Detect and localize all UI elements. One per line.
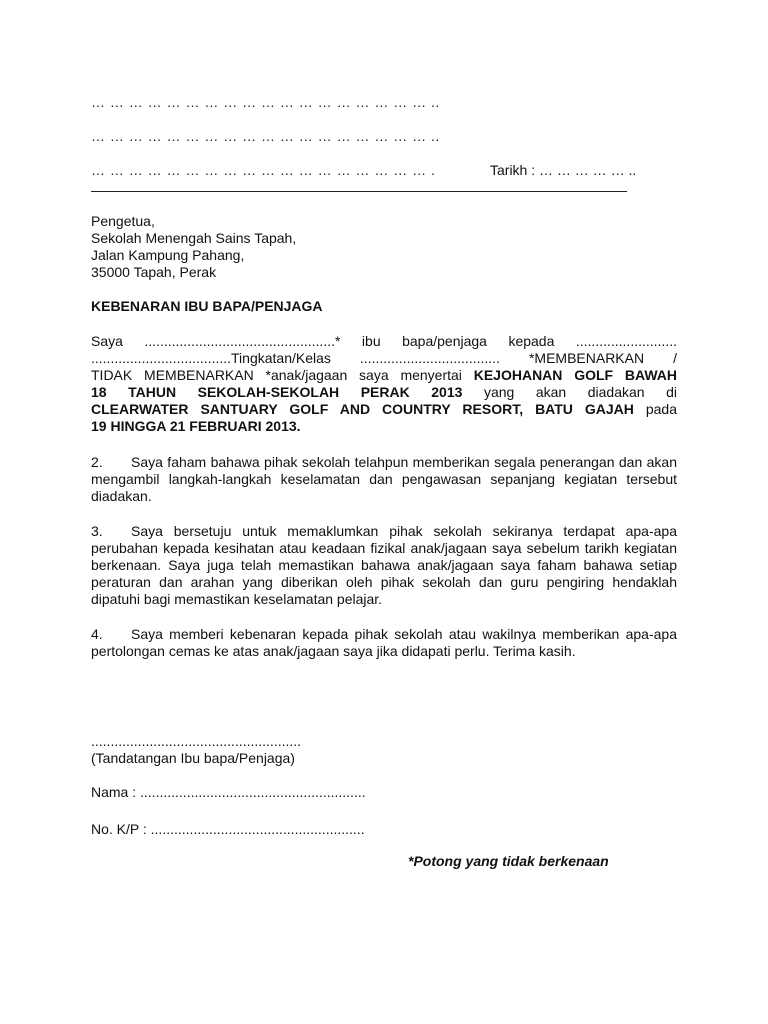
sender-address-line: … … … … … … … … … … … … … … … … … … ..: [91, 128, 440, 144]
date-field: Tarikh : … … … … … ..: [490, 162, 637, 178]
para1-line3: TIDAK MEMBENARKAN *anak/jagaan saya menyertai KEJOHANAN GOLF BAWAH: [91, 367, 677, 383]
ic-number-field: No. K/P : .......................................................: [91, 821, 365, 837]
para4-number: 4.: [91, 626, 103, 642]
para2-number: 2.: [91, 454, 103, 470]
para1-line5: CLEARWATER SANTUARY GOLF AND COUNTRY RESORT, BATU GAJAH pada: [91, 401, 677, 417]
para1-line6: 19 HINGGA 21 FEBRUARI 2013.: [91, 418, 301, 434]
para3-number: 3.: [91, 523, 103, 539]
para1-line2: ....................................Tingkatan/Kelas .................................... *MEMBENARKAN /: [91, 350, 677, 366]
recipient-line-2: Sekolah Menengah Sains Tapah,: [91, 230, 297, 246]
paragraph-4: [91, 626, 677, 660]
paragraph-2: [91, 454, 677, 505]
sender-name-line: … … … … … … … … … … … … … … … … … … ..: [91, 94, 440, 110]
paragraph-1: [91, 333, 677, 435]
header-divider: [91, 191, 627, 192]
recipient-line-3: Jalan Kampung Pahang,: [91, 247, 245, 263]
para3-text: Saya bersetuju untuk memaklumkan pihak sekolah sekiranya terdapat apa-apa perubahan kepada kesihatan atau keadaan fizikal anak/jagaan saya sebelum tarikh kegiatan berkenaan. Saya juga telah memastikan bahawa anak/jagaan saya faham bahawa setiap peraturan dan arahan yang diberikan oleh pihak sekolah dan guru pengiring hendaklah dipatuhi bagi memastikan keselamatan pelajar.: [91, 523, 677, 607]
signature-caption: (Tandatangan Ibu bapa/Penjaga): [91, 750, 295, 766]
recipient-line-4: 35000 Tapah, Perak: [91, 264, 217, 280]
para4-text: Saya memberi kebenaran kepada pihak sekolah atau wakilnya memberikan apa-apa pertolongan cemas ke atas anak/jagaan saya jika didapati perlu. Terima kasih.: [91, 626, 677, 659]
para1-line4: 18 TAHUN SEKOLAH-SEKOLAH PERAK 2013 yang akan diadakan di: [91, 384, 678, 400]
para2-text: Saya faham bahawa pihak sekolah telahpun memberikan segala penerangan dan akan mengambil langkah-langkah keselamatan dan pengawasan sepanjang kegiatan tersebut diadakan.: [91, 454, 677, 504]
sender-address-line-2: … … … … … … … … … … … … … … … … … … .: [91, 162, 436, 178]
paragraph-3: [91, 523, 677, 608]
signature-line: ......................................................: [91, 733, 302, 749]
footnote: *Potong yang tidak berkenaan: [408, 853, 609, 869]
recipient-line-1: Pengetua,: [91, 213, 155, 229]
para1-line1: Saya .................................................* ibu bapa/penjaga kepada ..........................: [91, 333, 677, 349]
name-field: Nama : ..........................................................: [91, 784, 366, 800]
letter-title: KEBENARAN IBU BAPA/PENJAGA: [91, 298, 323, 314]
